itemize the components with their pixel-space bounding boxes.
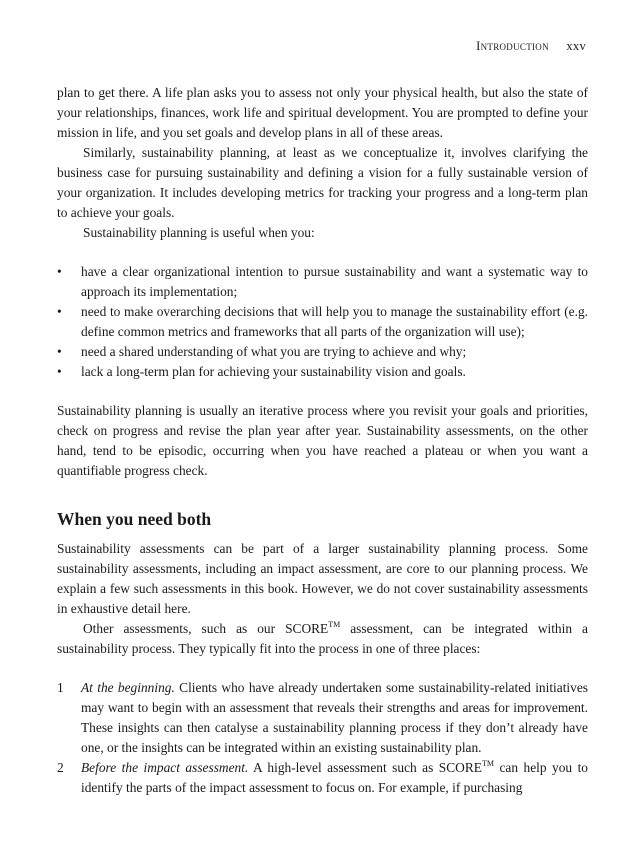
- paragraph-useful-when: Sustainability planning is useful when you:: [83, 225, 315, 240]
- trademark-mark: TM: [481, 759, 494, 768]
- numbered-list: [57, 678, 588, 798]
- list-item-text: need to make overarching decisions that will help you to manage the sustainability effort (e.g. define common metrics and frameworks that all parts of the organization will use);: [81, 304, 588, 339]
- trademark-mark: TM: [328, 620, 341, 629]
- list-number: 1: [57, 680, 64, 695]
- list-item-text: lack a long-term plan for achieving your sustainability vision and goals.: [81, 364, 466, 379]
- body-text: [57, 83, 588, 798]
- running-header: [476, 36, 586, 56]
- paragraph-life-plan: plan to get there. A life plan asks you to assess not only your physical health, but also the state of your relationships, finances, work life and spiritual development. You are prompted to define your mission in life, and you set goals and develop plans in all of these areas.: [57, 85, 588, 140]
- list-item-text: need a shared understanding of what you are trying to achieve and why;: [81, 344, 467, 359]
- list-item-lead: Before the impact assessment.: [81, 760, 249, 775]
- paragraph-other-assessments: Other assessments, such as our SCORE™ assessment, can be integrated within a sustainability process. They typically fit into the process in one of three places:: [57, 620, 588, 656]
- bullet-icon: •: [57, 264, 62, 279]
- list-item: [57, 678, 588, 758]
- list-item-text: can help you to identify the parts of the impact assessment to focus on. For example, if purchasing: [81, 760, 588, 795]
- spacer: [57, 382, 588, 401]
- section-title: Introduction: [476, 39, 549, 53]
- list-item-text: have a clear organizational intention to pursue sustainability and want a systematic way to approach its implementation;: [81, 264, 588, 299]
- list-item-lead: At the beginning.: [81, 680, 175, 695]
- spacer: [57, 243, 588, 262]
- section-heading: When you need both: [57, 509, 212, 529]
- list-item: [57, 302, 588, 342]
- list-number: 2: [57, 760, 64, 775]
- list-item: [57, 342, 588, 362]
- paragraph-iterative-process: Sustainability planning is usually an iterative process where you revisit your goals and priorities, check on progress and revise the plan year after year. Sustainability assessments, on the other hand, tend to be episodic, occurring when you have reached a plateau or when you want a quantifiable progress check.: [57, 403, 588, 478]
- bullet-icon: •: [57, 364, 62, 379]
- paragraph-sustainability-planning: Similarly, sustainability planning, at least as we conceptualize it, involves clarifying the business case for pursuing sustainability and defining a vision for a fully sustainable version of your organization. It includes developing metrics for tracking your progress and a long-term plan to achieve your goals.: [57, 145, 588, 220]
- list-item: [57, 758, 588, 798]
- paragraph-larger-process: Sustainability assessments can be part of a larger sustainability planning process. Some sustainability assessments, including an impact assessment, are core to our planning process. We explain a few such assessments in this book. However, we do not cover sustainability assessments in exhaustive detail here.: [57, 541, 588, 616]
- list-item-text: A high-level assessment such as SCORE: [248, 760, 482, 775]
- bullet-list: [57, 262, 588, 382]
- spacer: [57, 530, 588, 539]
- page-number: xxv: [566, 39, 586, 53]
- list-item-text: Clients who have already undertaken some sustainability-related initiatives may want to begin with an assessment that reveals their strengths and areas for improvement. These insights can then catalyse a sustainability planning process if they don’t already have one, or the insights can be integrated within an existing sustainability plan.: [81, 680, 588, 755]
- bullet-icon: •: [57, 344, 62, 359]
- list-item: [57, 262, 588, 302]
- bullet-icon: •: [57, 304, 62, 319]
- list-item: [57, 362, 588, 382]
- spacer: [57, 481, 588, 508]
- spacer: [57, 659, 588, 678]
